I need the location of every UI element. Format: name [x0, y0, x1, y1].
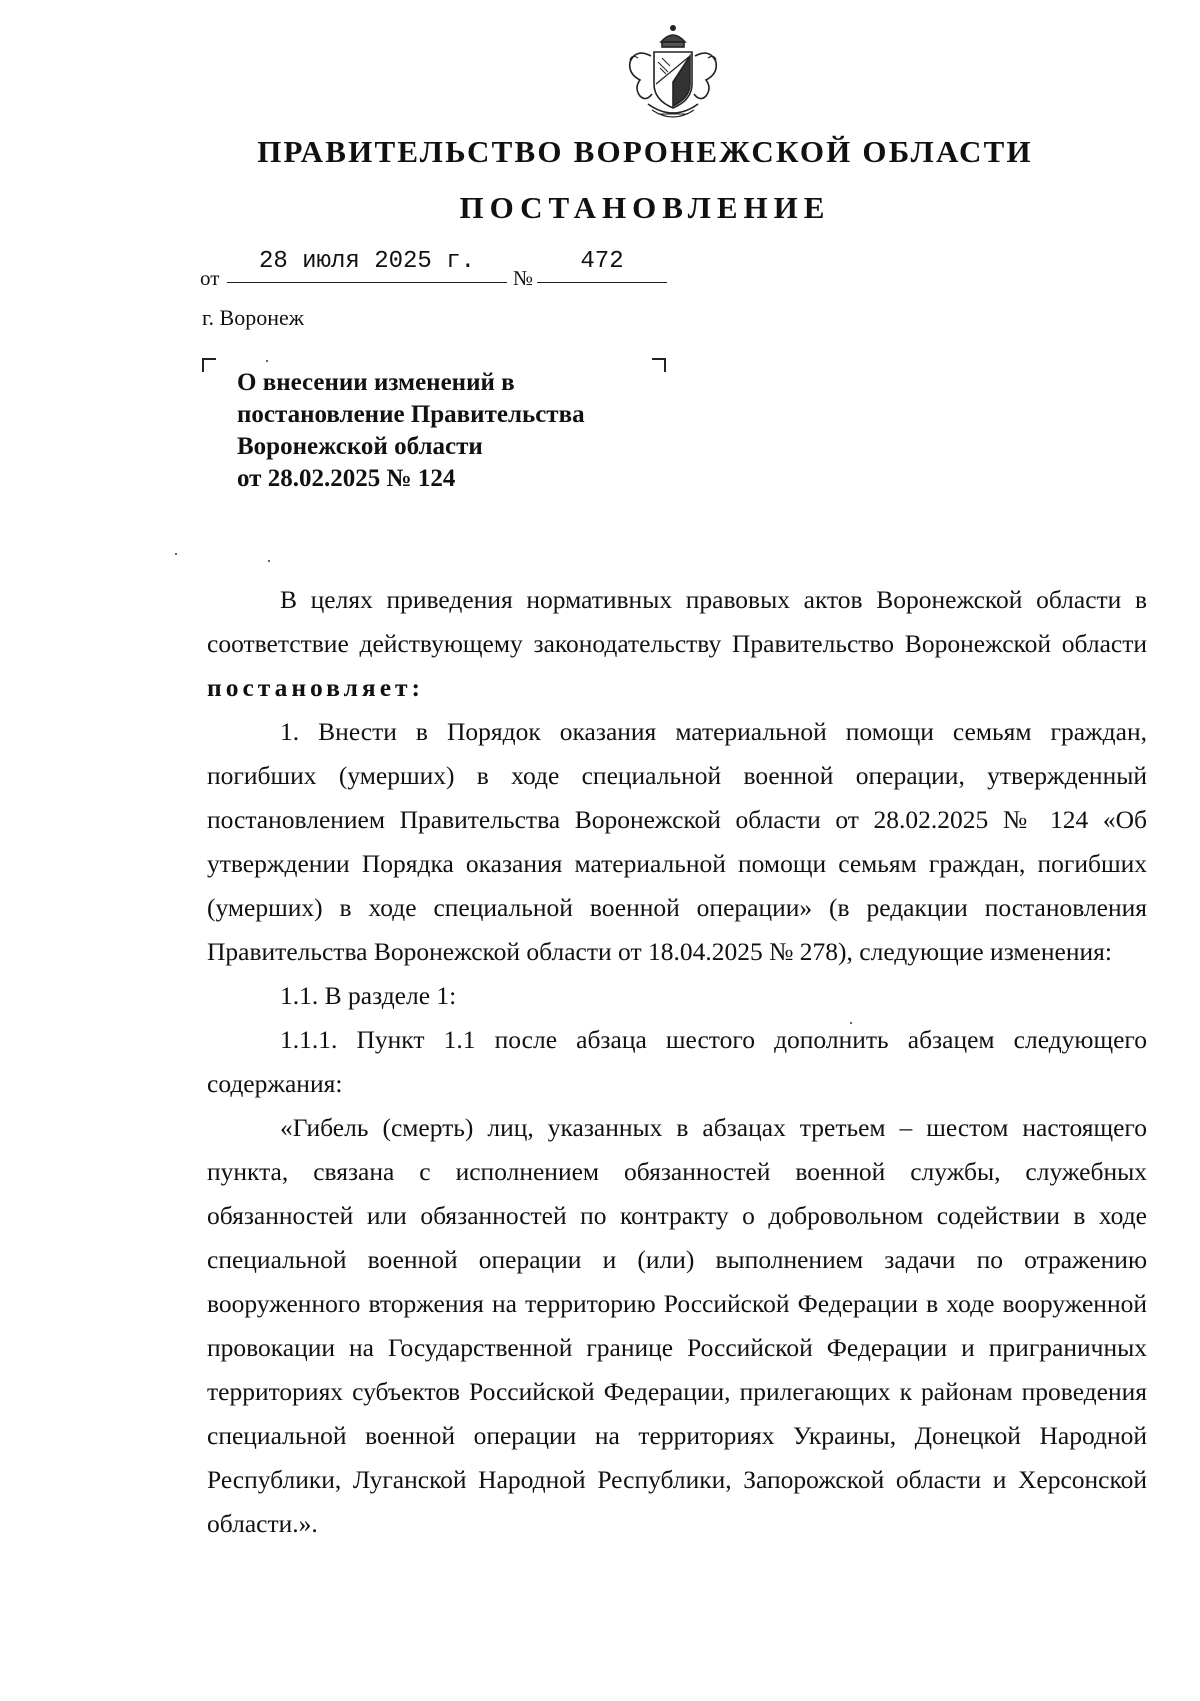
scan-speck	[175, 553, 177, 555]
scan-speck	[850, 1022, 852, 1024]
subject-corner-right	[652, 358, 666, 372]
document-subject	[237, 367, 585, 495]
subject-line: Воронежской области	[237, 433, 483, 460]
item-1-1-paragraph: 1.1. В разделе 1:	[280, 981, 457, 1010]
item-1-1-1-paragraph: 1.1.1. Пункт 1.1 после абзаца шестого дополнить абзацем следующего содержания:	[207, 1025, 1147, 1098]
document-body	[207, 578, 1147, 1546]
item-1-paragraph: 1. Внести в Порядок оказания материальной помощи семьям граждан, погибших (умерших) в ходе специальной военной операции, утвержденный постановлением Правительства Воронежской области от 28.02.2025 № 124 «Об утверждении Порядка оказания материальной помощи семьям граждан, погибших (умерших) в ходе специальной военной операции» (в редакции постановления Правительства Воронежской области от 18.04.2025 № 278), следующие изменения:	[207, 717, 1147, 966]
organization-title: ПРАВИТЕЛЬСТВО ВОРОНЕЖСКОЙ ОБЛАСТИ	[257, 134, 1033, 169]
preamble-paragraph	[207, 578, 1147, 710]
scan-speck	[266, 360, 268, 362]
decree-word: постановляет:	[207, 673, 425, 702]
subject-line: от 28.02.2025 № 124	[237, 465, 456, 492]
number-label: №	[513, 266, 534, 290]
document-number: 472	[537, 248, 667, 283]
subject-line: О внесении изменений в	[237, 369, 515, 396]
subject-corner-left	[202, 358, 216, 372]
preamble-text: В целях приведения нормативных правовых актов Воронежской области в соответствие действующему законодательству Правительство Воронежской области	[207, 585, 1147, 658]
scan-speck	[268, 560, 270, 562]
coat-of-arms-icon	[618, 22, 728, 127]
quoted-amendment-paragraph: «Гибель (смерть) лиц, указанных в абзацах третьем – шестом настоящего пункта, связана с исполнением обязанностей военной службы, служебных обязанностей или обязанностей по контракту о добровольном содействии в ходе специальной военной операции и (или) выполнением задачи по отражению вооруженного вторжения на территорию Российской Федерации в ходе вооруженной провокации на Государственной границе Российской Федерации и приграничных территориях субъектов Российской Федерации, прилегающих к районам проведения специальной военной операции на территориях Украины, Донецкой Народной Республики, Луганской Народной Республики, Запорожской области и Херсонской области.».	[207, 1113, 1147, 1538]
subject-line: постановление Правительства	[237, 401, 585, 428]
date-from-label: от	[200, 266, 220, 290]
document-type-title: ПОСТАНОВЛЕНИЕ	[459, 190, 831, 225]
document-date: 28 июля 2025 г.	[227, 248, 507, 283]
city-line: г. Воронеж	[202, 305, 304, 330]
